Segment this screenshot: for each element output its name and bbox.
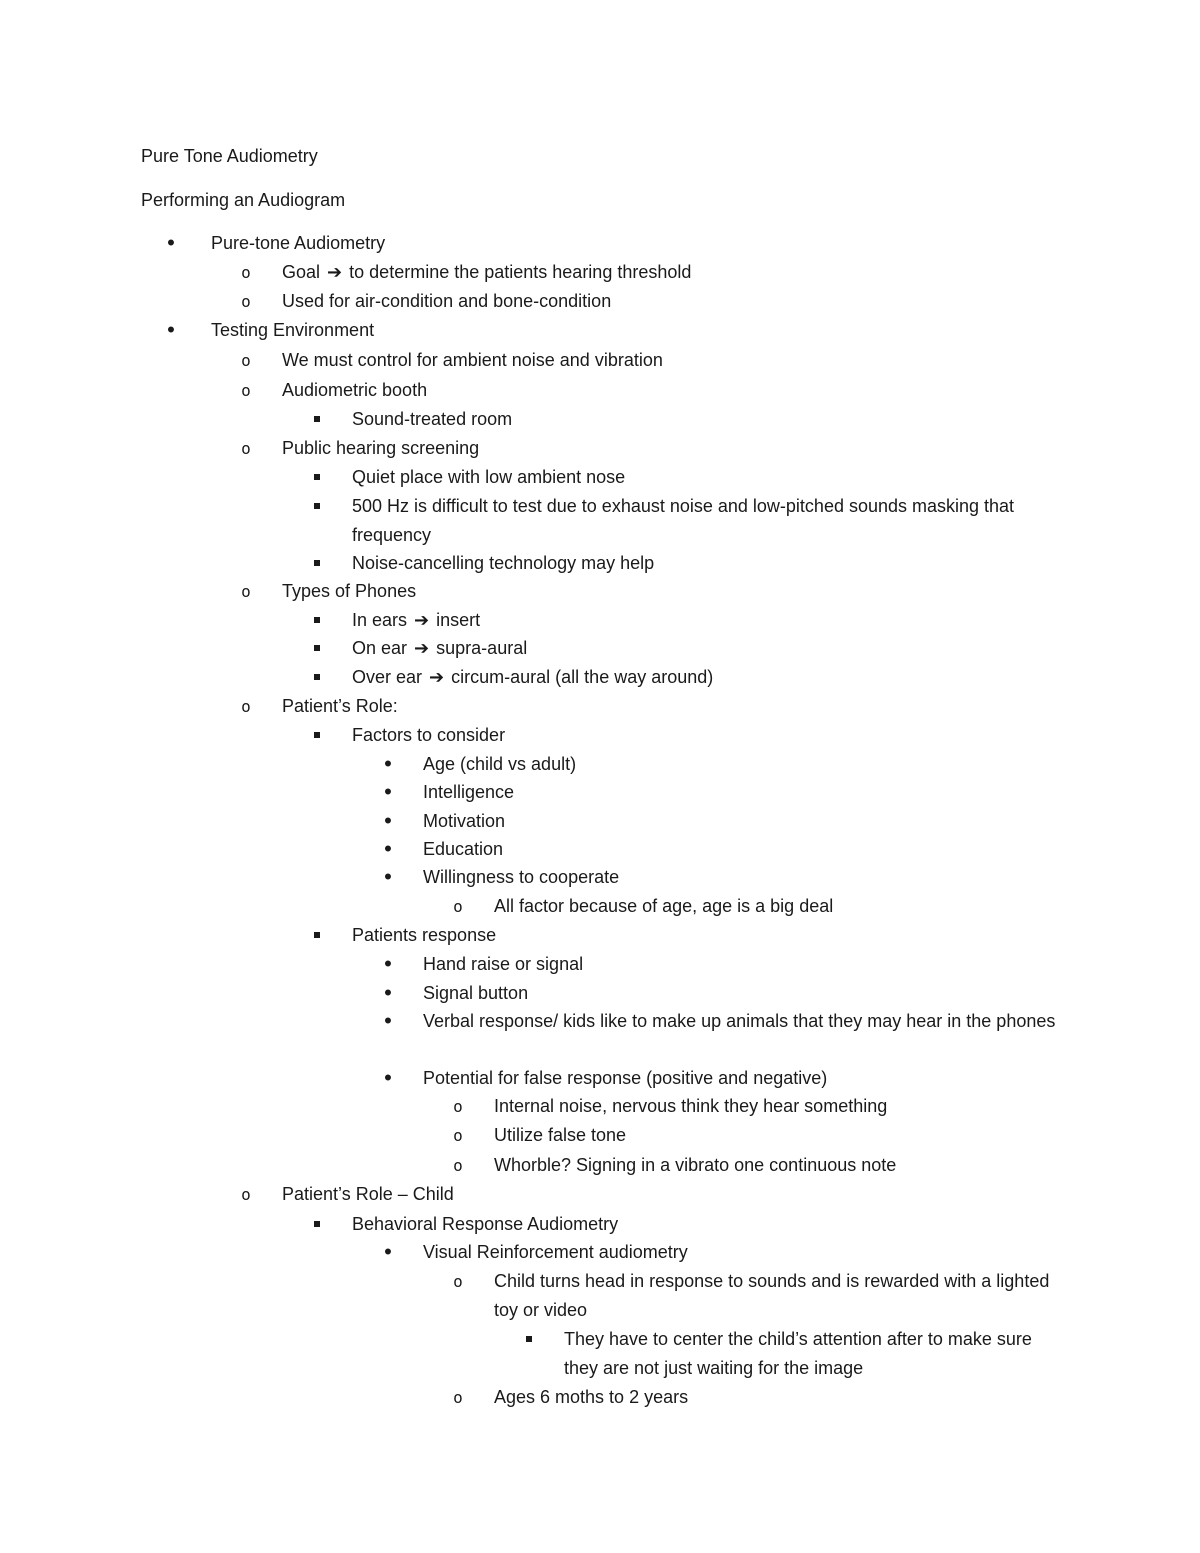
list-item-text: Age (child vs adult) [423,754,577,774]
arrow-right-icon: ➔ [414,610,430,630]
bullet-square-icon [519,1325,539,1354]
bullet-circle-icon [448,892,468,922]
list-item-text: Potential for false response (positive and negative) [423,1068,828,1088]
bullet-circle-icon [236,346,256,376]
list-item-definition: to determine the patients hearing threshold [349,262,692,282]
list-item-text: Hand raise or signal [423,954,584,974]
bullet-dot-icon [378,1238,398,1268]
list-item-text: Testing Environment [211,320,375,340]
document-subtitle: Performing an Audiogram [141,190,346,210]
list-item-text: Sound-treated room [352,409,513,429]
list-item-text: Intelligence [423,782,515,802]
bullet-circle-icon [448,1092,468,1122]
bullet-dot-icon [378,979,398,1009]
bullet-dot-icon [378,1007,398,1037]
list-item-definition: insert [436,610,481,630]
list-item-text: All factor because of age, age is a big deal [494,896,834,916]
list-item-text: Child turns head in response to sounds and is rewarded with a lighted toy or video [494,1271,1050,1320]
list-item-text: Whorble? Signing in a vibrato one continuous note [494,1155,897,1175]
list-item-text: Education [423,839,504,859]
bullet-dot-icon [161,229,181,259]
bullet-dot-icon [161,316,181,346]
bullet-square-icon [307,606,327,635]
bullet-dot-icon [378,835,398,865]
list-item-term: Over ear [352,667,423,687]
arrow-right-icon: ➔ [327,262,343,282]
bullet-circle-icon [236,376,256,406]
list-item-text: Factors to consider [352,725,506,745]
bullet-square-icon [307,492,327,521]
list-item-text: Signal button [423,983,529,1003]
arrow-right-icon: ➔ [414,638,430,658]
list-item-definition: circum-aural (all the way around) [451,667,714,687]
list-item-text: Verbal response/ kids like to make up animals that they may hear in the phones [423,1011,1056,1031]
bullet-circle-icon [236,287,256,317]
bullet-dot-icon [378,778,398,808]
bullet-circle-icon [236,577,256,607]
bullet-circle-icon [236,1180,256,1210]
list-item-text: Patient’s Role: [282,696,398,716]
bullet-circle-icon [448,1151,468,1181]
list-item-term: In ears [352,610,408,630]
list-item-text [352,634,1060,663]
list-item-text: Ages 6 moths to 2 years [494,1387,689,1407]
list-item-text [352,663,1060,692]
bullet-dot-icon [378,750,398,780]
list-item-text: Public hearing screening [282,438,480,458]
bullet-dot-icon [378,807,398,837]
bullet-square-icon [307,463,327,492]
bullet-square-icon [307,634,327,663]
bullet-circle-icon [448,1267,468,1297]
list-item-term: On ear [352,638,408,658]
bullet-square-icon [307,663,327,692]
list-item-definition: supra-aural [436,638,528,658]
list-item-text: Willingness to cooperate [423,867,620,887]
list-item-text: Patient’s Role – Child [282,1184,454,1204]
arrow-right-icon: ➔ [429,667,445,687]
list-item-text: Visual Reinforcement audiometry [423,1242,688,1262]
bullet-circle-icon [448,1383,468,1413]
document-title: Pure Tone Audiometry [141,146,318,166]
bullet-circle-icon [236,692,256,722]
list-item-term: Goal [282,262,321,282]
list-item-text: Audiometric booth [282,380,428,400]
bullet-circle-icon [448,1121,468,1151]
list-item-text: They have to center the child’s attention after to make sure they are not just waiting for the image [564,1329,1032,1378]
list-item-text [352,606,1060,635]
bullet-square-icon [307,549,327,578]
bullet-square-icon [307,921,327,950]
bullet-square-icon [307,1210,327,1239]
list-item-text: We must control for ambient noise and vibration [282,350,663,370]
list-item-text: Used for air-condition and bone-condition [282,291,612,311]
bullet-dot-icon [378,863,398,893]
list-item-text: Quiet place with low ambient nose [352,467,626,487]
list-item-text: Noise-cancelling technology may help [352,553,655,573]
bullet-circle-icon [236,258,256,288]
list-item-text: Types of Phones [282,581,417,601]
list-item-text: 500 Hz is difficult to test due to exhaust noise and low-pitched sounds masking that frequency [352,496,1015,545]
bullet-square-icon [307,405,327,434]
list-item-text [282,258,1060,287]
bullet-square-icon [307,721,327,750]
list-item-text: Pure-tone Audiometry [211,233,386,253]
list-item-text: Motivation [423,811,506,831]
list-item-text: Internal noise, nervous think they hear something [494,1096,888,1116]
bullet-circle-icon [236,434,256,464]
list-item-text: Behavioral Response Audiometry [352,1214,619,1234]
bullet-dot-icon [378,950,398,980]
bullet-dot-icon [378,1064,398,1094]
list-item-text: Utilize false tone [494,1125,627,1145]
list-item-text: Patients response [352,925,497,945]
